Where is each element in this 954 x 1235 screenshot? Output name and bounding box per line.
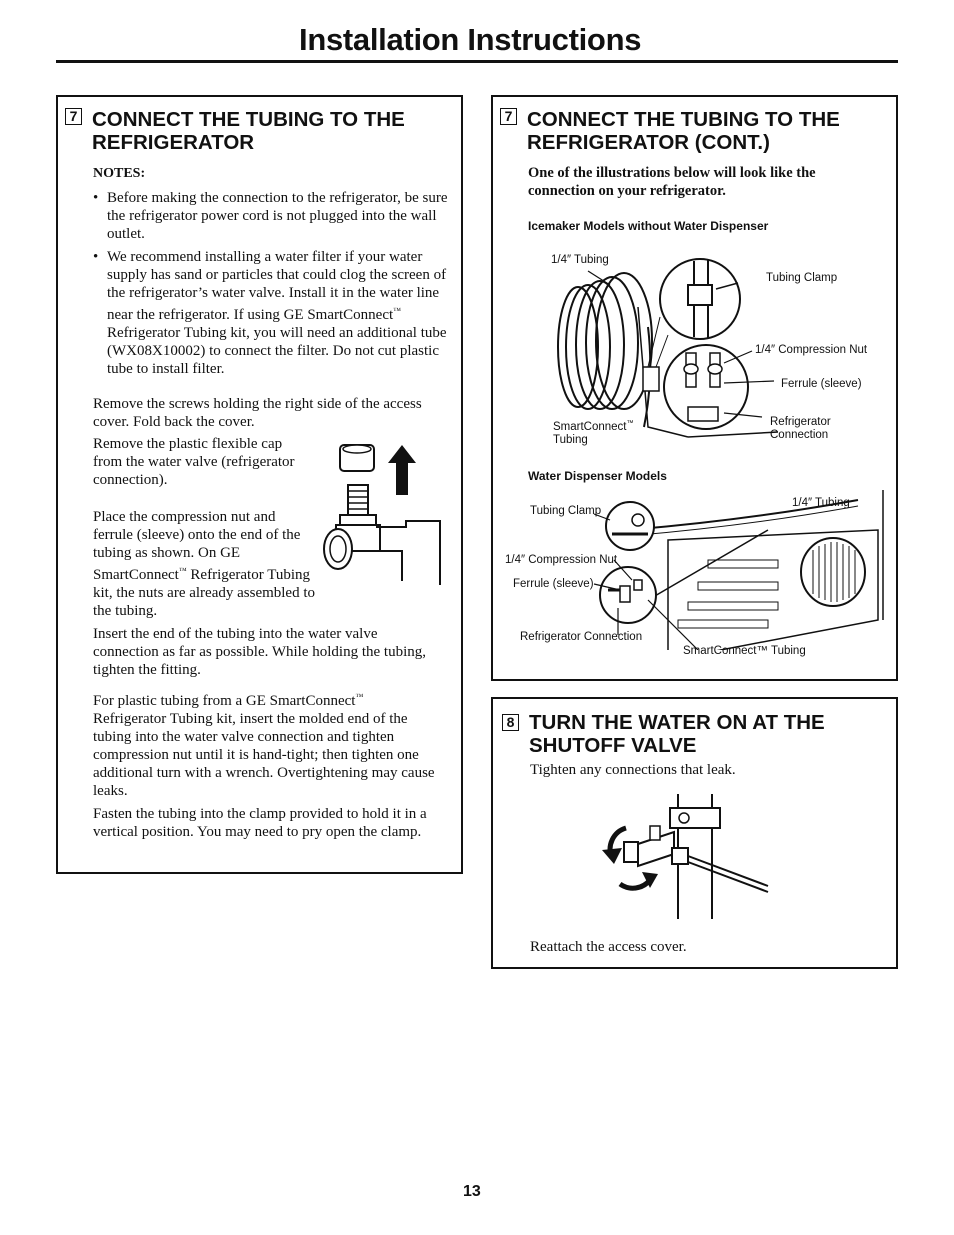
note-bullet-1: • Before making the connection to the refrigerator, be sure the refrigerator power cord is not plugged into the wall outlet.: [93, 189, 453, 243]
step-title-line2: REFRIGERATOR (CONT.): [527, 131, 770, 154]
fig1-label-fridge-connection-text2: Connection: [770, 429, 829, 441]
fig2-label-smartconnect: SmartConnect™ Tubing: [683, 645, 806, 657]
para-plastic-text-cont: Refrigerator Tubing kit, insert the molded end of the tubing into the water valve connection and tighten compression nut until it is hand-tight; then tighten one additional turn with a wrench. Overtightening may cause leaks.: [93, 711, 435, 799]
notes-heading: NOTES:: [93, 166, 146, 181]
para-plastic-tubing: [93, 688, 438, 800]
fig1-label-ferrule: Ferrule (sleeve): [781, 378, 862, 390]
step-title: [529, 711, 825, 757]
fig2-label-fridge-connection: Refrigerator Connection: [520, 631, 643, 643]
figure-1-heading: Icemaker Models without Water Dispenser: [528, 219, 769, 233]
step-title-line2: SHUTOFF VALVE: [529, 734, 697, 757]
dispenser-connection-illustration: [588, 490, 888, 650]
fig1-label-smartconnect: [553, 417, 634, 447]
note-bullet-2-text-cont: Refrigerator Tubing kit, you will need an additional tube (WX08X10002) to connect the filter. Do not cut plastic tube to install filter.: [107, 325, 447, 377]
fig1-label-tubing: 1/4″ Tubing: [551, 254, 609, 266]
para-insert-tubing: Insert the end of the tubing into the water valve connection as far as possible. While holding the tubing, tighten the fitting.: [93, 626, 426, 678]
step-title-line1: TURN THE WATER ON AT THE: [529, 711, 825, 734]
step-title: [92, 108, 405, 154]
para-place-nut-text: Place the compression nut and ferrule (sleeve) onto the end of the tubing as shown. On GE SmartConnect: [93, 509, 301, 583]
notes-block: [93, 165, 453, 378]
step-title-line2: REFRIGERATOR: [92, 131, 255, 154]
fig1-label-clamp: Tubing Clamp: [766, 272, 838, 284]
note-bullet-2: [93, 248, 453, 378]
shutoff-valve-illustration: [598, 794, 773, 924]
reattach-text: Reattach the access cover.: [530, 939, 687, 955]
para-plastic-text: For plastic tubing from a GE SmartConnect: [93, 693, 356, 709]
fig2-label-nut: 1/4″ Compression Nut: [505, 554, 618, 566]
fig1-label-nut: 1/4″ Compression Nut: [755, 344, 868, 356]
step-title: [527, 108, 840, 154]
trademark-symbol: ™: [355, 692, 364, 701]
fig1-label-smartconnect-text2: Tubing: [553, 433, 588, 446]
fig1-label-fridge-connection: [770, 416, 831, 442]
water-valve-illustration: [320, 437, 445, 587]
figure-2-heading: Water Dispenser Models: [528, 469, 667, 483]
step-number: 8: [502, 714, 519, 731]
trademark-symbol: ™: [178, 566, 187, 575]
fig2-label-ferrule: Ferrule (sleeve): [513, 578, 594, 590]
page-number: 13: [463, 1183, 481, 1200]
para-remove-cap: Remove the plastic flexible cap from the water valve (refrigerator connection).: [93, 436, 295, 488]
trademark-symbol: ™: [626, 420, 634, 427]
page-title: Installation Instructions: [299, 22, 642, 57]
para-remove-screws: Remove the screws holding the right side of the access cover. Fold back the cover.: [93, 396, 422, 430]
step-number: 7: [500, 108, 517, 125]
intro-text: One of the illustrations below will look like the connection on your refrigerator.: [528, 165, 816, 199]
step-title-line1: CONNECT THE TUBING TO THE: [92, 108, 405, 131]
step-7-box: [56, 95, 463, 874]
tighten-text: Tighten any connections that leak.: [530, 762, 736, 778]
step-8-box: [491, 697, 898, 969]
fig2-label-tubing: 1/4″ Tubing: [792, 497, 850, 509]
step-7-cont-box: [491, 95, 898, 681]
para-place-nut: [93, 508, 315, 620]
note-bullet-2-text: We recommend installing a water filter if your water supply has sand or particles that could clog the screen of the refrigerator’s water valve. Install it in the water line near the refrigerator. If using GE SmartConnect: [107, 249, 447, 323]
fig1-label-fridge-connection-text: Refrigerator: [770, 416, 831, 428]
trademark-symbol: ™: [393, 306, 401, 315]
para-place-nut-text-cont: Refrigerator Tubing kit, the nuts are already assembled to the tubing.: [93, 567, 316, 619]
fig1-label-smartconnect-text: SmartConnect: [553, 420, 627, 433]
step-number: 7: [65, 108, 82, 125]
para-fasten-tubing: Fasten the tubing into the clamp provided to hold it in a vertical position. You may need to pry open the clamp.: [93, 806, 427, 840]
step-title-line1: CONNECT THE TUBING TO THE: [527, 108, 840, 131]
title-rule: [56, 60, 898, 63]
fig2-label-clamp: Tubing Clamp: [530, 505, 602, 517]
